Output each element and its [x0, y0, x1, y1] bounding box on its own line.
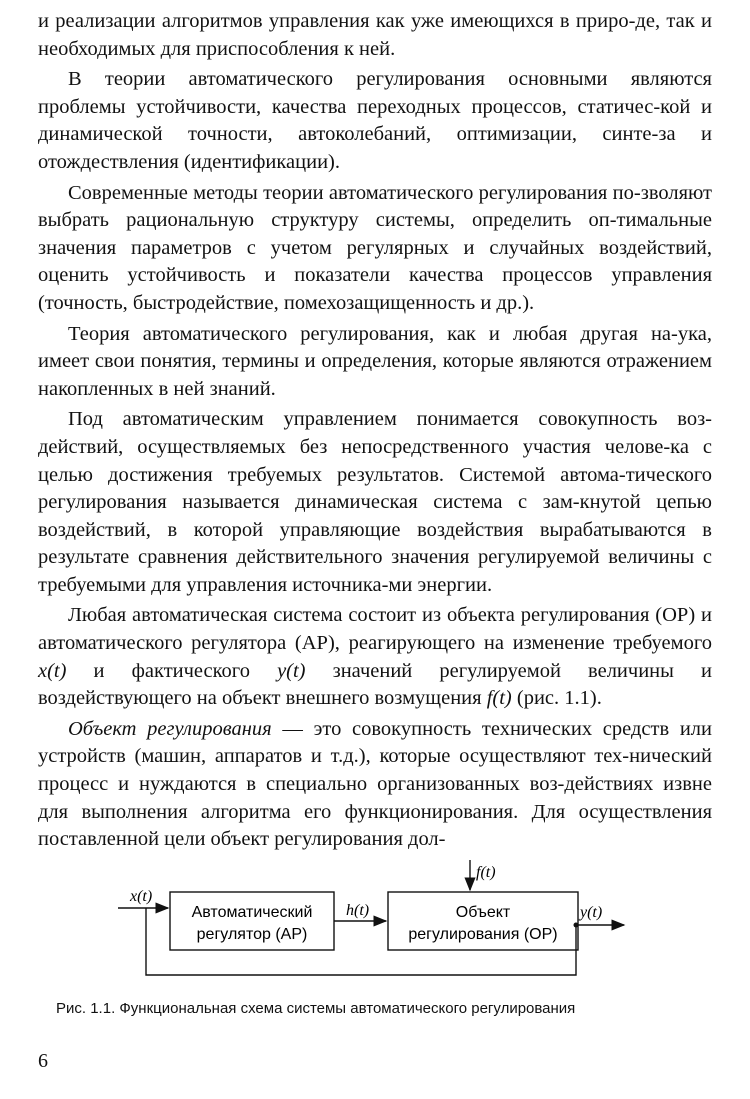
signal-y: y(t) [277, 659, 306, 682]
object-label-1: Объект [455, 904, 511, 921]
text-run: и фактического [66, 659, 278, 682]
disturbance-label: f(t) [476, 864, 496, 881]
signal-x: x(t) [38, 659, 67, 682]
control-label: h(t) [346, 902, 370, 919]
signal-f: f(t) [486, 687, 512, 710]
term: Объект регулирования [68, 717, 272, 740]
paragraph [38, 716, 712, 854]
output-label: y(t) [580, 904, 603, 921]
input-label: x(t) [130, 888, 153, 905]
paragraph: Теория автоматического регулирования, как и любая другая на-ука, имеет свои понятия, термины и определения, которые являются отражением накопленных в ней знаний. [38, 322, 712, 400]
page-number: 6 [38, 1050, 48, 1072]
regulator-label-2: регулятор (АР) [196, 926, 308, 943]
text-run: значений регулируемой величины и воздействующего на объект внешнего возмущения [38, 659, 712, 710]
block-diagram [110, 855, 630, 985]
paragraph: В теории автоматического регулирования основными являются проблемы устойчивости, качества переходных процессов, статичес-кой и динамической точности, автоколебаний, оптимизации, синте-за и отождествления (идентификации). [38, 68, 712, 173]
figure-caption: Рис. 1.1. Функциональная схема системы автоматического регулирования [56, 1000, 576, 1017]
text-run: — это совокупность технических средств или устройств (машин, аппаратов и т.д.), которые осуществляют тех-нический процесс и нуждаются в специально организованных воз-действиях извне для выполнения алгоритма его функционирования. Для осуществления поставленной цели объект регулирования дол- [38, 717, 712, 851]
diagram-svg [110, 855, 630, 985]
regulator-label-1: Автоматический [191, 904, 313, 921]
text-run: Любая автоматическая система состоит из объекта регулирования (ОР) и автоматического регулятора (АР), реагирующего на изменение требуемого [38, 604, 712, 655]
paragraph: Под автоматическим управлением понимается совокупность воз-действий, осуществляемых без непосредственного участия челове-ка с целью достижения требуемых результатов. Системой автома-тического регулирования называется динамическая система с зам-кнутой цепью воздействий, в которой управляющие воздействия вырабатываются в результате сравнения действительного значения регулируемой величины с требуемыми для управления источника-ми энергии. [38, 408, 712, 596]
object-label-2: регулирования (ОР) [408, 926, 558, 943]
paragraph: и реализации алгоритмов управления как уже имеющихся в приро-де, так и необходимых для приспособления к ней. [38, 10, 712, 60]
body-text [38, 8, 712, 857]
paragraph [38, 602, 712, 712]
text-run: (рис. 1.1). [511, 687, 602, 710]
paragraph: Современные методы теории автоматического регулирования по-зволяют выбрать рациональную структуру системы, определить оп-тимальные значения параметров с учетом регулярных и случайных воздействий, оценить устойчивость и показатели качества процессов управления (точность, быстродействие, помехозащищенность и др.). [38, 181, 712, 314]
